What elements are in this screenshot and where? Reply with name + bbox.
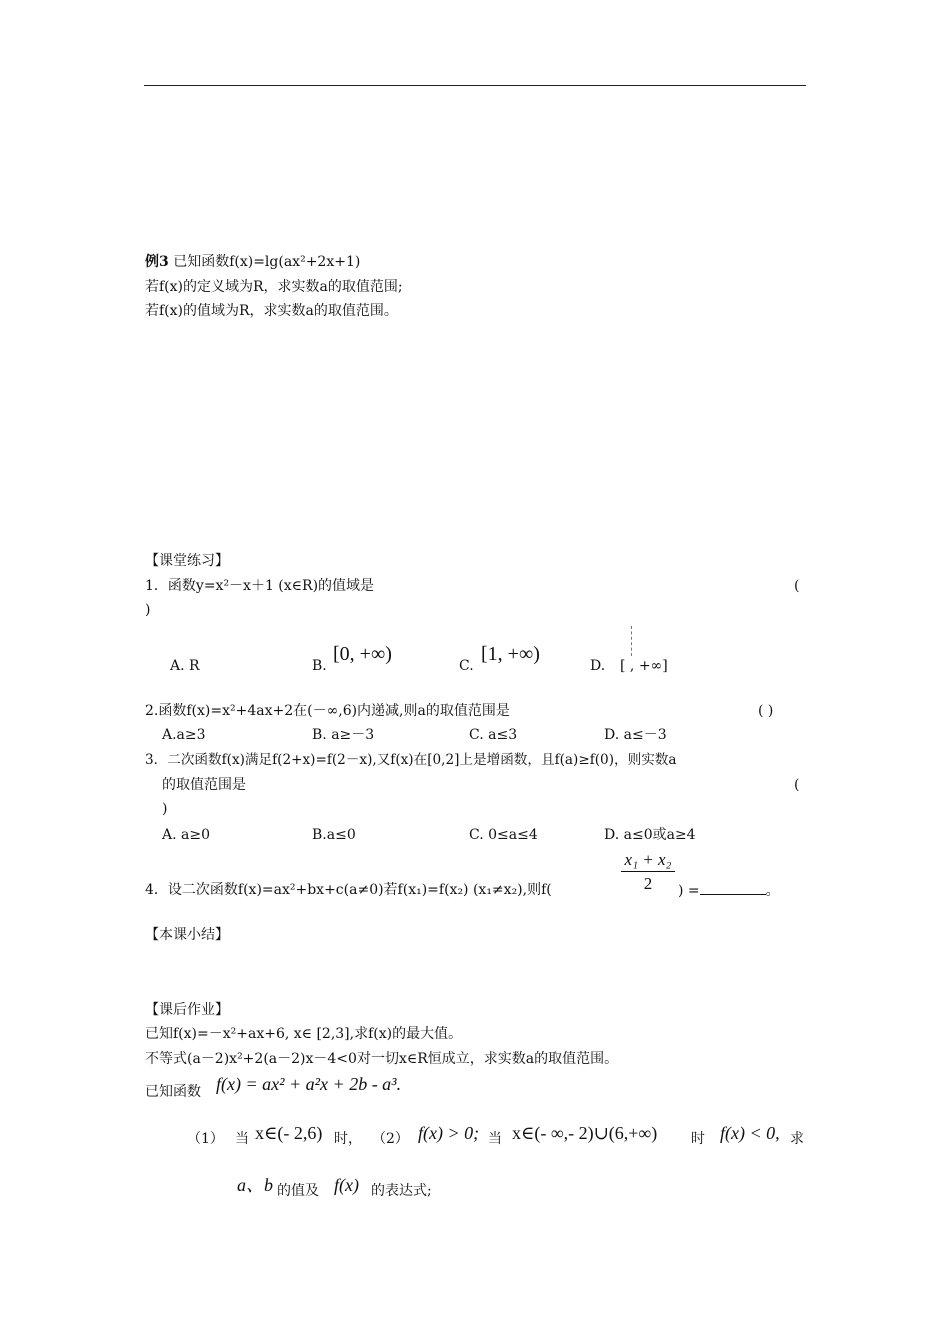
header-rule	[144, 85, 806, 86]
homework-q3-function: f(x) = ax² + a²x + 2b - a³.	[216, 1074, 402, 1094]
p1-option-c-math: [1, +∞)	[481, 643, 540, 665]
p3-line2: 的取值范围是	[162, 777, 246, 793]
homework-q3-when2: 当	[488, 1131, 502, 1147]
homework-q3-sub2: （2）	[372, 1131, 409, 1147]
p1-option-d-label: D.	[590, 658, 606, 674]
p2-stem: 2.函数f(x)=x²+4ax+2在(－∞,6)内递减,则a的取值范围是	[145, 703, 510, 719]
p3-option-c: C. 0≤a≤4	[469, 827, 538, 843]
p3-option-a: A. a≥0	[162, 827, 210, 843]
p1-option-c-label: C.	[459, 658, 474, 674]
homework-q3-qiu: 求	[790, 1131, 804, 1147]
example3-label: 例3	[145, 254, 169, 270]
p2-option-b: B. a≥－3	[312, 727, 375, 743]
p2-option-a: A.a≥3	[162, 727, 206, 743]
example3-q2: 若f(x)的值域为R，求实数a的取值范围。	[145, 303, 398, 319]
homework-q3-shi1: 时，	[334, 1131, 362, 1147]
homework-q3-end: 的表达式;	[371, 1183, 432, 1199]
p3-paren-close: )	[162, 801, 168, 817]
p3-paren-open: (	[794, 777, 800, 793]
p4-fraction-denominator: 2	[643, 874, 653, 893]
p1-option-a: A. R	[170, 658, 200, 674]
homework-q3-shi2: 时	[691, 1131, 705, 1147]
practice-heading: 【课堂练习】	[145, 553, 229, 569]
p4-tail	[678, 882, 780, 900]
homework-q3-ineq2: f(x) < 0,	[720, 1123, 780, 1143]
p4-answer-blank[interactable]	[700, 882, 766, 895]
homework-q3-sub1: （1）	[187, 1131, 224, 1147]
homework-q3-ineq1: f(x) > 0;	[418, 1123, 480, 1143]
homework-q3-prefix: 已知函数	[145, 1084, 201, 1100]
example3-stem: 已知函数f(x)=lg(ax²+2x+1)	[173, 254, 361, 270]
homework-q3-when1: 当	[235, 1131, 249, 1147]
homework-q1: 已知f(x)=－x²+ax+6, x∈ [2,3],求f(x)的最大值。	[145, 1026, 463, 1042]
homework-q3-fx: f(x)	[334, 1175, 359, 1195]
homework-q3-interval1: x∈(- 2,6)	[255, 1123, 323, 1143]
summary-heading: 【本课小结】	[145, 927, 229, 943]
p4-stem: 4．设二次函数f(x)=ax²+bx+c(a≠0)若f(x₁)=f(x₂) (x₁≠x₂),则f(	[145, 882, 552, 898]
p2-option-d: D. a≤－3	[604, 727, 667, 743]
p1-paren-close: )	[145, 602, 151, 618]
homework-q3-interval2: x∈(- ∞,- 2)∪(6,+∞)	[512, 1123, 658, 1143]
p4-end: 。	[765, 883, 780, 899]
homework-heading: 【课后作业】	[145, 1002, 229, 1018]
p4-fraction	[621, 850, 675, 894]
p1-option-b-math: [0, +∞)	[333, 643, 392, 665]
p3-line1: 3．二次函数f(x)满足f(2+x)=f(2－x),又f(x)在[0,2]上是增函数，且f(a)≥f(0)，则实数a	[145, 752, 677, 768]
p3-option-b: B.a≤0	[312, 827, 356, 843]
p4-tail-text: ) =	[678, 883, 700, 899]
example3-stem-line	[145, 254, 360, 271]
homework-q3-ab: a、b	[237, 1175, 273, 1195]
p1-stem: 1．函数y=x²－x＋1 (x∈R)的值域是	[145, 578, 375, 594]
homework-q2: 不等式(a－2)x²+2(a－2)x－4<0对一切x∈R恒成立，求实数a的取值范围。	[145, 1051, 619, 1067]
example3-q1: 若f(x)的定义域为R，求实数a的取值范围;	[145, 279, 403, 295]
p1-option-b-label: B.	[312, 658, 327, 674]
p4-fraction-numerator: x₁ + x₂	[624, 850, 672, 869]
p3-option-d: D. a≤0或a≥4	[604, 827, 696, 843]
p2-option-c: C. a≤3	[469, 727, 518, 743]
p1-paren-open: (	[794, 578, 800, 594]
homework-q3-de: 的值及	[277, 1183, 319, 1199]
p1-option-d-text: [ , +∞]	[620, 658, 668, 674]
p2-paren: ( )	[758, 703, 774, 719]
p1-option-d-placeholder-line	[631, 626, 632, 656]
p4-fraction-bar	[621, 871, 675, 872]
